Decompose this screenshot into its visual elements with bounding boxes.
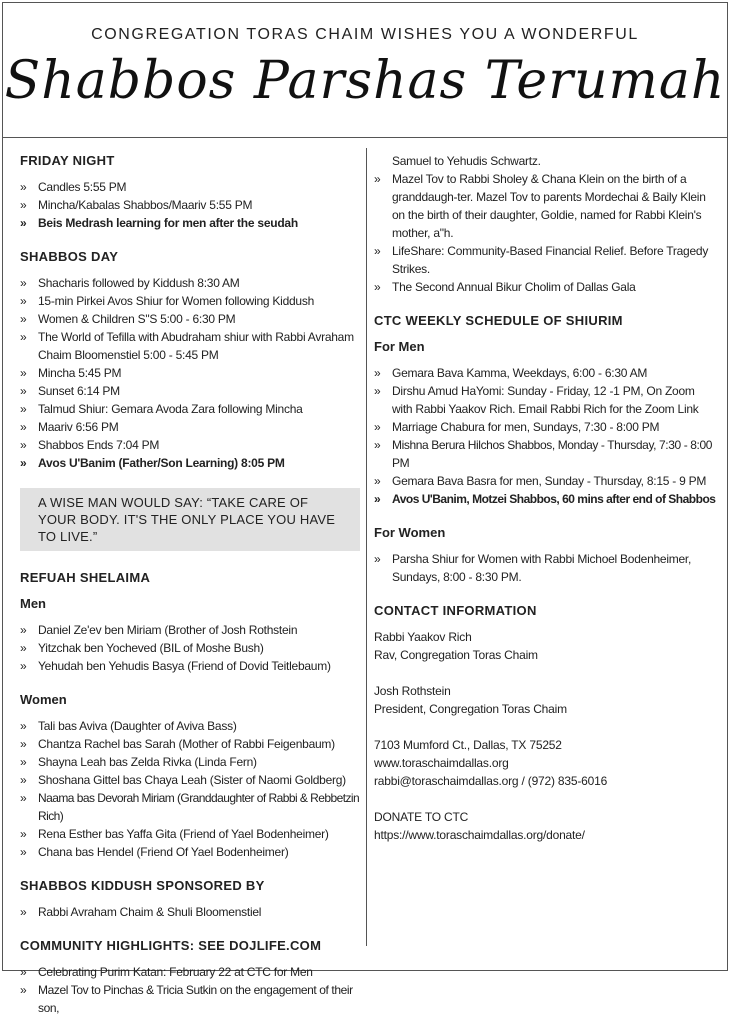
list-item: » Naama bas Devorah Miriam (Granddaughter of Rabbi & Rebbetzin Rich) [20,789,360,825]
list-item: » Chantza Rachel bas Sarah (Mother of Rabbi Feigenbaum) [20,735,360,753]
list-item: » Mishna Berura Hilchos Shabbos, Monday - Thursday, 7:30 - 8:00 PM [374,436,716,472]
community-continuation: Samuel to Yehudis Schwartz. [392,154,541,168]
list-item: » Celebrating Purim Katan: February 22 at CTC for Men [20,963,360,981]
email-phone[interactable]: rabbi@toraschaimdallas.org / (972) 835-6016 [374,774,608,788]
list-item: » Rena Esther bas Yaffa Gita (Friend of Yael Bodenheimer) [20,825,360,843]
list-item: » Talmud Shiur: Gemara Avoda Zara following Mincha [20,400,360,418]
friday-night-list [20,178,360,232]
shabbos-day-list [20,274,360,472]
refuah-men-list [20,621,360,675]
president-name: Josh Rothstein [374,684,451,698]
kiddush-heading: SHABBOS KIDDUSH SPONSORED BY [20,878,265,893]
list-item: » Mincha 5:45 PM [20,364,360,382]
community-list [20,963,360,1017]
ctc-heading: CTC WEEKLY SCHEDULE OF SHIURIM [374,313,623,328]
contact-heading: CONTACT INFORMATION [374,603,537,618]
list-item: » Sunset 6:14 PM [20,382,360,400]
kiddush-list [20,903,360,921]
list-item: » Yitzchak ben Yocheved (BIL of Moshe Bush) [20,639,360,657]
list-item: » Tali bas Aviva (Daughter of Aviva Bass) [20,717,360,735]
list-item: » Shayna Leah bas Zelda Rivka (Linda Fern) [20,753,360,771]
ctc-men-list [374,364,716,508]
kiddush-section [20,877,360,921]
list-item: » 15-min Pirkei Avos Shiur for Women following Kiddush [20,292,360,310]
list-item: » The Second Annual Bikur Cholim of Dallas Gala [374,278,716,296]
list-item: » LifeShare: Community-Based Financial Relief. Before Tragedy Strikes. [374,242,716,278]
list-item: » Maariv 6:56 PM [20,418,360,436]
header-top-line: CONGREGATION TORAS CHAIM WISHES YOU A WONDERFUL [91,26,639,43]
refuah-men-heading: Men [20,596,46,611]
refuah-section [20,569,360,861]
right-column [374,152,716,860]
list-item: » Parsha Shiur for Women with Rabbi Michoel Bodenheimer, Sundays, 8:00 - 8:30 PM. [374,550,716,586]
community-heading: COMMUNITY HIGHLIGHTS: SEE DOJLIFE.COM [20,938,322,953]
contact-block [374,628,716,844]
ctc-women-list [374,550,716,586]
ctc-schedule-section [374,312,716,586]
refuah-women-heading: Women [20,692,67,707]
list-item: » Mincha/Kabalas Shabbos/Maariv 5:55 PM [20,196,360,214]
list-item: » Gemara Bava Basra for men, Sunday - Thursday, 8:15 - 9 PM [374,472,716,490]
shabbos-day-heading: SHABBOS DAY [20,249,119,264]
list-item: » Avos U'Banim, Motzei Shabbos, 60 mins after end of Shabbos [374,490,716,508]
friday-night-section [20,152,360,232]
list-item: » Chana bas Hendel (Friend Of Yael Bodenheimer) [20,843,360,861]
friday-night-heading: FRIDAY NIGHT [20,153,115,168]
list-item: » Shabbos Ends 7:04 PM [20,436,360,454]
page-header [2,2,728,138]
list-item: » Rabbi Avraham Chaim & Shuli Bloomenstiel [20,903,360,921]
list-item: » Yehudah ben Yehudis Basya (Friend of Dovid Teitlebaum) [20,657,360,675]
list-item: » Candles 5:55 PM [20,178,360,196]
community-section [20,937,360,1017]
list-item: » The World of Tefilla with Abudraham shiur with Rabbi Avraham Chaim Bloomenstiel 5:00 - 5:45 PM [20,328,360,364]
shabbos-day-section [20,248,360,472]
refuah-women-list [20,717,360,861]
community-continued [374,152,716,296]
column-divider [366,148,367,946]
list-item: » Shacharis followed by Kiddush 8:30 AM [20,274,360,292]
website-link[interactable]: www.toraschaimdallas.org [374,756,509,770]
list-item: » Women & Children S"S 5:00 - 6:30 PM [20,310,360,328]
refuah-heading: REFUAH SHELAIMA [20,570,151,585]
rabbi-name: Rabbi Yaakov Rich [374,630,472,644]
community-list-continued [374,170,716,296]
list-item: » Shoshana Gittel bas Chaya Leah (Sister of Naomi Goldberg) [20,771,360,789]
list-item: » Mazel Tov to Pinchas & Tricia Sutkin on the engagement of their son, [20,981,360,1017]
contact-section [374,602,716,844]
list-item: » Marriage Chabura for men, Sundays, 7:30 - 8:00 PM [374,418,716,436]
page-title: Shabbos Parshas Terumah [4,51,726,111]
list-item: » Mazel Tov to Rabbi Sholey & Chana Klein on the birth of a granddaugh-ter. Mazel Tov to parents Mordechai & Baily Klein on the birth of their daughter, Goldie, named for Rabbi Klein's mother, a"h. [374,170,716,242]
rabbi-title: Rav, Congregation Toras Chaim [374,648,538,662]
list-item: » Avos U'Banim (Father/Son Learning) 8:05 PM [20,454,360,472]
quote-box: A WISE MAN WOULD SAY: “TAKE CARE OF YOUR BODY. IT'S THE ONLY PLACE YOU HAVE TO LIVE.” [20,488,360,551]
ctc-men-heading: For Men [374,339,425,354]
list-item: » Dirshu Amud HaYomi: Sunday - Friday, 12 -1 PM, On Zoom with Rabbi Yaakov Rich. Email Rabbi Rich for the Zoom Link [374,382,716,418]
left-column [20,152,360,1017]
president-title: President, Congregation Toras Chaim [374,702,567,716]
list-item: » Daniel Ze'ev ben Miriam (Brother of Josh Rothstein [20,621,360,639]
ctc-women-heading: For Women [374,525,446,540]
list-item: » Gemara Bava Kamma, Weekdays, 6:00 - 6:30 AM [374,364,716,382]
address: 7103 Mumford Ct., Dallas, TX 75252 [374,738,562,752]
donate-label: DONATE TO CTC [374,810,469,824]
list-item: » Beis Medrash learning for men after the seudah [20,214,360,232]
donate-link[interactable]: https://www.toraschaimdallas.org/donate/ [374,828,585,842]
